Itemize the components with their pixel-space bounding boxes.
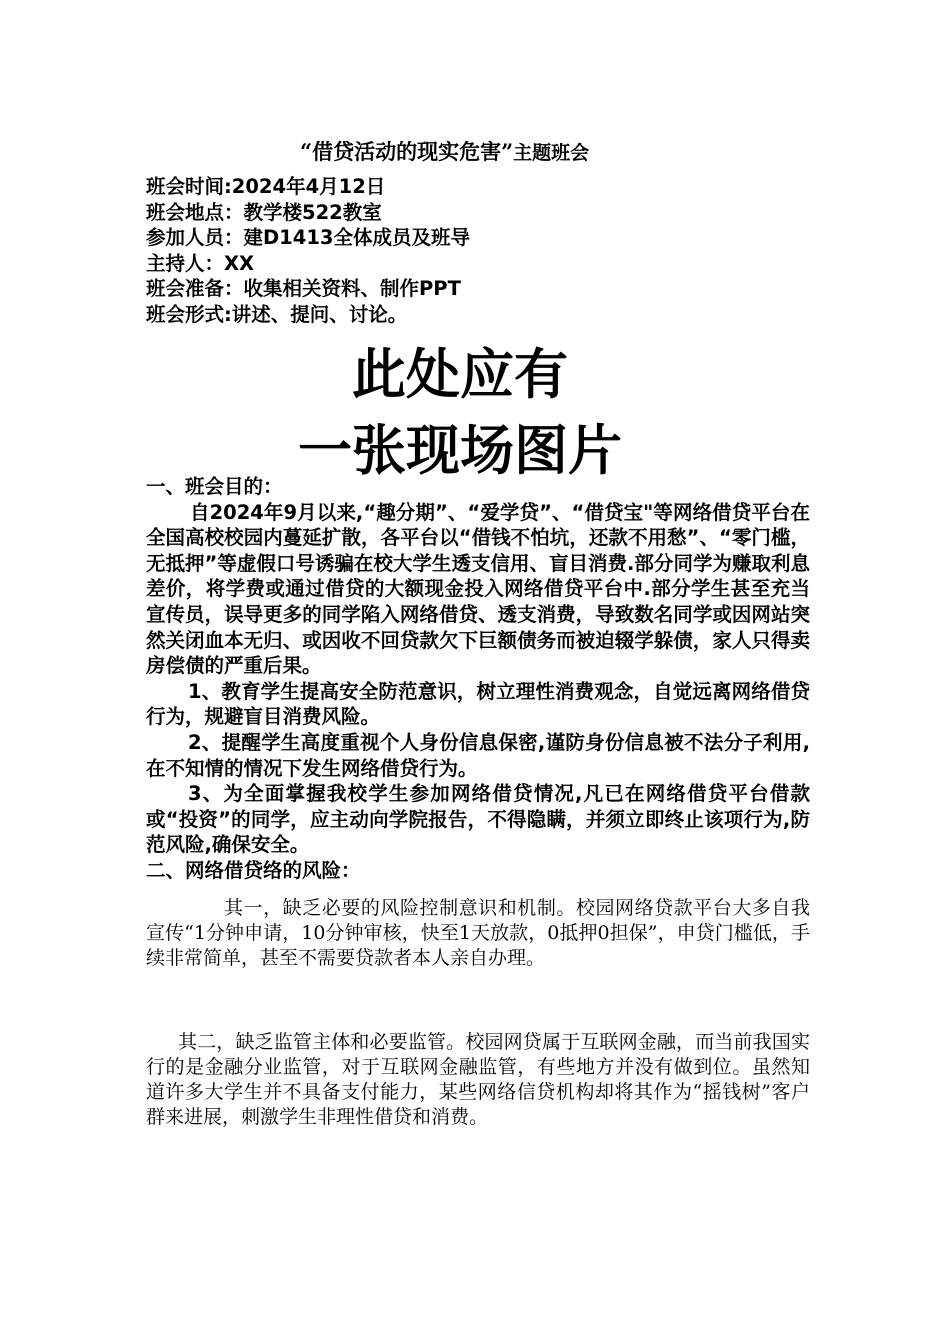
section-1-intro: 自2024年9月以来,“趣分期”、“爱学贷”、“借贷宝"等网络借贷平台在全国高校校园内蔓延扩散，各平台以“借钱不怕坑，还款不用愁”、“零门槛，无抵押”等虚假口号诱骗在校大学生透支信用、盲目消费.部分同学为赚取利息差价，将学费或通过借贷的大额现金投入网络借贷平台中.部分学生甚至充当宣传员，误导更多的同学陷入网络借贷、透支消费，导致数名同学或因网站突然关闭血本无归、或因收不回贷款欠下巨额债务而被迫辍学躲债，家人只得卖房偿债的严重后果。: [146, 500, 810, 678]
section-1-item-1: 1、教育学生提高安全防范意识，树立理性消费观念，自觉远离网络借贷行为，规避盲目消费风险。: [146, 679, 810, 729]
section-2-paragraph-1: [146, 896, 810, 971]
document-title: [300, 136, 720, 166]
meeting-location: 班会地点：教学楼522教室: [146, 200, 382, 224]
title-main: “借贷活动的现实危害”: [300, 139, 514, 164]
section-1-heading: 一、班会目的：: [146, 475, 283, 498]
placeholder-line-2: 一张现场图片: [298, 418, 622, 482]
section-2-para-2-text: 其二，缺乏监管主体和必要监管。校园网贷属于互联网金融，而当前我国实行的是金融分业监管，对于互联网金融监管，有些地方并没有做到位。虽然知道许多大学生并不具备支付能力，某些网络信贷机构却将其作为“摇钱树”客户群来进展，刺激学生非理性借贷和消费。: [146, 1031, 810, 1128]
meeting-attendees: 参加人员：建D1413全体成员及班导: [146, 226, 470, 250]
section-2-heading: 二、网络借贷络的风险：: [146, 858, 361, 882]
section-1: [146, 474, 810, 884]
section-1-item-3: 3、为全面掌握我校学生参加网络借贷情况,凡已在网络借贷平台借款或“投资”的同学，应主动向学院报告，不得隐瞒，并须立即终止该项行为,防范风险,确保安全。: [146, 782, 810, 857]
meeting-format: 班会形式:讲述、提问、讨论。: [146, 302, 408, 326]
title-sub: 主题班会: [513, 142, 590, 164]
meeting-info: [146, 174, 470, 328]
section-2-para-1-text: 其一，缺乏必要的风险控制意识和机制。校园网络贷款平台大多自我宣传“1分钟申请，10分钟审核，快至1天放款，0抵押0担保”，申贷门槛低，手续非常简单，甚至不需要贷款者本人亲自办理。: [146, 897, 810, 969]
placeholder-line-1: 此处应有: [352, 342, 568, 406]
meeting-preparation: 班会准备：收集相关资料、制作PPT: [146, 277, 461, 301]
photo-placeholder-text: [200, 336, 720, 488]
section-1-item-2: 2、提醒学生高度重视个人身份信息保密,谨防身份信息被不法分子利用,在不知情的情况下发生网络借贷行为。: [146, 730, 810, 780]
section-2-paragraph-2: [146, 1030, 810, 1130]
meeting-host: 主持人：XX: [146, 251, 255, 275]
meeting-time: 班会时间:2024年4月12日: [146, 175, 386, 198]
